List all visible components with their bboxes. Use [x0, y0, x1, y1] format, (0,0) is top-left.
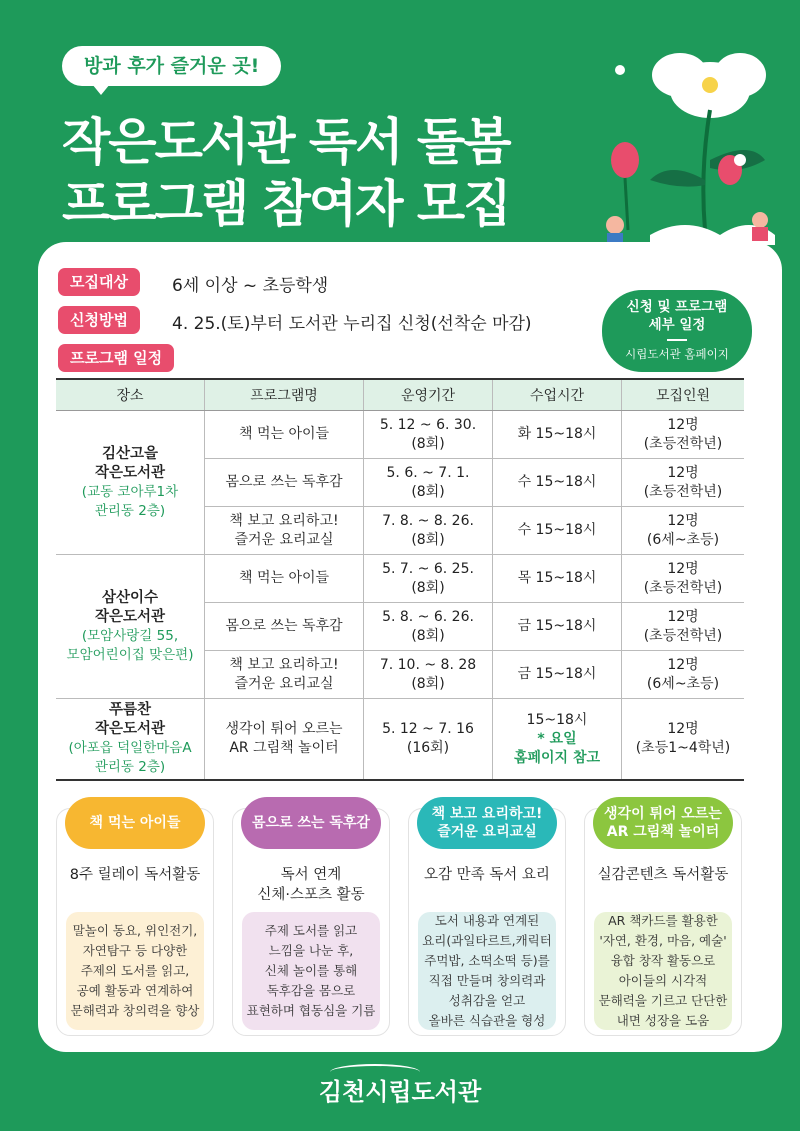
class-time: 목 15~18시 — [517, 570, 597, 586]
program-name: 생각이 튀어 오르는 — [225, 721, 343, 737]
program-card-heading — [409, 865, 565, 885]
eligibility: (초등전학년) — [643, 579, 723, 596]
program-card-description — [594, 912, 732, 1030]
time-cell — [493, 507, 622, 555]
program-card-label — [593, 797, 733, 849]
program-card-description-line: 올바른 식습관을 형성 — [428, 1013, 546, 1028]
time-cell — [493, 459, 622, 507]
program-card-description-line: 공예 활동과 연계하여 — [76, 983, 194, 998]
schedule-box-subtitle: 시립도서관 홈페이지 — [625, 347, 729, 361]
time-cell — [493, 699, 622, 781]
period: 5. 7. ~ 6. 25. — [382, 560, 474, 577]
period: 5. 12 ~ 7. 16 — [382, 721, 474, 737]
session-count: (8회) — [411, 531, 445, 548]
class-time: 수 15~18시 — [517, 474, 597, 490]
eligibility: (초등전학년) — [643, 483, 723, 500]
capacity: 12명 — [667, 464, 699, 481]
program-name: 즐거운 요리교실 — [234, 531, 334, 548]
eligibility: (6세~초등) — [646, 675, 720, 692]
table-header-row — [56, 379, 744, 411]
capacity: 12명 — [667, 608, 699, 625]
program-card-description-line: 문해력을 기르고 단단한 — [598, 993, 728, 1008]
program-name: 즐거운 요리교실 — [234, 675, 334, 692]
program-card-label-text: 생각이 튀어 오르는 — [604, 806, 722, 822]
class-time: 수 15~18시 — [517, 522, 597, 538]
location-address: 관리동 2층) — [94, 759, 166, 775]
class-time: 금 15~18시 — [517, 666, 597, 682]
location-address: 관리동 2층) — [94, 502, 166, 519]
program-cell — [205, 507, 364, 555]
capacity: 12명 — [667, 656, 699, 673]
header-time: 수업시간 — [493, 379, 622, 411]
eligibility: (초등1~4학년) — [635, 740, 731, 756]
time-cell — [493, 555, 622, 603]
header-badge: 방과 후가 즐거운 곳! — [62, 46, 281, 86]
table-row — [56, 411, 744, 459]
program-card-description-line: 느낌을 나눈 후, — [268, 943, 354, 958]
program-name: 책 보고 요리하고! — [229, 656, 339, 673]
session-count: (8회) — [411, 675, 445, 692]
program-name: 몸으로 쓰는 독후감 — [225, 618, 343, 634]
schedule-table — [56, 378, 744, 781]
session-count: (8회) — [411, 579, 445, 596]
method-value: 4. 25.(토)부터 도서관 누리집 신청(선착순 마감) — [172, 314, 532, 334]
location-cell — [56, 699, 205, 781]
program-card-label-text: 책 보고 요리하고! — [431, 806, 543, 822]
period-cell — [364, 411, 493, 459]
program-name: 책 보고 요리하고! — [229, 512, 339, 529]
flower-book-illustration — [590, 30, 780, 250]
capacity: 12명 — [667, 560, 699, 577]
location-cell — [56, 555, 205, 699]
period: 5. 12 ~ 6. 30. — [379, 416, 477, 433]
program-card-description-line: 아이들의 시각적 — [618, 973, 708, 988]
period-cell — [364, 507, 493, 555]
schedule-info-box — [602, 290, 752, 372]
program-card-description-line: 자연탐구 등 다양한 — [82, 943, 188, 958]
schedule-tag: 프로그램 일정 — [58, 344, 174, 372]
program-name: AR 그림책 놀이터 — [229, 740, 339, 756]
time-cell — [493, 651, 622, 699]
program-card-label-text: 몸으로 쓰는 독후감 — [252, 815, 370, 831]
program-card-description-line: 융합 창작 활동으로 — [610, 953, 716, 968]
program-card-description-line: 도서 내용과 연계된 — [434, 913, 540, 928]
location-address: (아포읍 덕일한마음A — [68, 740, 192, 756]
table-row — [56, 555, 744, 603]
capacity: 12명 — [667, 721, 699, 737]
program-card-description-line: 문해력과 창의력을 향상 — [70, 1003, 200, 1018]
day-note: 홈페이지 참고 — [513, 749, 601, 766]
program-card-description-line: 내면 성장을 도움 — [616, 1013, 710, 1028]
table-row — [56, 699, 744, 781]
location-cell — [56, 411, 205, 555]
period: 5. 6. ~ 7. 1. — [386, 464, 470, 481]
program-cell — [205, 603, 364, 651]
day-note: * 요일 — [537, 730, 577, 747]
program-card-label — [241, 797, 381, 849]
program-card-description-line: 성취감을 얻고 — [448, 993, 526, 1008]
program-card-description — [66, 912, 204, 1030]
program-card-description-line: 독후감을 몸으로 — [266, 983, 356, 998]
program-card-description-line: AR 책카드를 활용한 — [608, 913, 718, 928]
period-cell — [364, 555, 493, 603]
schedule-box-divider — [667, 339, 687, 341]
period-cell — [364, 603, 493, 651]
class-time: 15~18시 — [526, 711, 588, 728]
program-card — [584, 808, 742, 1036]
program-name: 몸으로 쓰는 독후감 — [225, 474, 343, 490]
program-card-heading-text: 실감콘텐츠 독서활동 — [597, 867, 729, 883]
target-value: 6세 이상 ~ 초등학생 — [172, 276, 329, 296]
program-card-description — [418, 912, 556, 1030]
program-card-label — [417, 797, 557, 849]
capacity: 12명 — [667, 512, 699, 529]
program-card-description-line: 말놀이 동요, 위인전기, — [72, 923, 198, 938]
program-cell — [205, 699, 364, 781]
session-count: (8회) — [411, 483, 445, 500]
eligibility: (6세~초등) — [646, 531, 720, 548]
header-location: 장소 — [56, 379, 205, 411]
program-card-label-text: AR 그림책 놀이터 — [606, 824, 720, 840]
program-card-description-line: 직접 만들며 창의력과 — [428, 973, 546, 988]
program-card-description-line: 표현하며 협동심을 기름 — [246, 1003, 376, 1018]
location-name: 작은도서관 — [94, 608, 166, 625]
session-count: (16회) — [406, 740, 450, 756]
program-card-heading — [585, 865, 741, 885]
period-cell — [364, 699, 493, 781]
footer-logo: 김천시립도서관 — [318, 1078, 482, 1106]
program-name: 책 먹는 아이들 — [238, 570, 330, 586]
program-card-heading-text: 독서 연계 — [280, 867, 342, 883]
program-card-label-text: 책 먹는 아이들 — [89, 815, 181, 831]
location-name: 작은도서관 — [94, 721, 166, 737]
program-card-heading-text: 오감 만족 독서 요리 — [424, 867, 550, 883]
schedule-box-title-line1: 신청 및 프로그램 — [626, 299, 728, 315]
location-name: 김산고을 — [101, 445, 159, 462]
program-card — [408, 808, 566, 1036]
capacity-cell — [622, 603, 745, 651]
class-time: 화 15~18시 — [517, 426, 597, 442]
program-card-label-text: 즐거운 요리교실 — [437, 824, 537, 840]
program-card — [232, 808, 390, 1036]
session-count: (8회) — [411, 435, 445, 452]
method-tag: 신청방법 — [58, 306, 140, 334]
capacity-cell — [622, 555, 745, 603]
session-count: (8회) — [411, 627, 445, 644]
capacity-cell — [622, 459, 745, 507]
program-card-description — [242, 912, 380, 1030]
header-period: 운영기간 — [364, 379, 493, 411]
location-address: (교동 코아루1차 — [81, 483, 179, 500]
header-program: 프로그램명 — [205, 379, 364, 411]
target-tag: 모집대상 — [58, 268, 140, 296]
capacity-cell — [622, 411, 745, 459]
program-card-description-line: 주제의 도서를 읽고, — [80, 963, 190, 978]
location-address: (모암사랑길 55, — [81, 627, 179, 644]
class-time: 금 15~18시 — [517, 618, 597, 634]
program-card-description-line: 신체 놀이를 통해 — [264, 963, 358, 978]
location-name: 푸름찬 — [108, 702, 152, 718]
program-card-heading — [57, 865, 213, 885]
program-card-description-line: 주제 도서를 읽고 — [264, 923, 358, 938]
location-name: 삼산이수 — [101, 589, 159, 606]
program-card-description-line: 요리(과일타르트,캐릭터 — [422, 933, 552, 948]
program-card-heading-text: 8주 릴레이 독서활동 — [69, 867, 201, 883]
schedule-box-title-line2: 세부 일정 — [648, 317, 706, 333]
eligibility: (초등전학년) — [643, 627, 723, 644]
period: 7. 10. ~ 8. 28 — [379, 656, 477, 673]
header-capacity: 모집인원 — [622, 379, 745, 411]
period: 7. 8. ~ 8. 26. — [382, 512, 474, 529]
program-card-heading-text: 신체·스포츠 활동 — [257, 887, 365, 903]
program-name: 책 먹는 아이들 — [238, 426, 330, 442]
program-card-description-line: 주먹밥, 소떡소떡 등)를 — [424, 953, 550, 968]
location-name: 작은도서관 — [94, 464, 166, 481]
program-card — [56, 808, 214, 1036]
program-cell — [205, 555, 364, 603]
program-card-heading — [233, 865, 389, 905]
time-cell — [493, 411, 622, 459]
page-title-line2: 프로그램 참여자 모집 — [62, 175, 510, 233]
eligibility: (초등전학년) — [643, 435, 723, 452]
capacity-cell — [622, 699, 745, 781]
time-cell — [493, 603, 622, 651]
program-card-label — [65, 797, 205, 849]
period-cell — [364, 651, 493, 699]
program-cell — [205, 651, 364, 699]
capacity: 12명 — [667, 416, 699, 433]
period: 5. 8. ~ 6. 26. — [382, 608, 474, 625]
program-cell — [205, 459, 364, 507]
location-address: 모암어린이집 맞은편) — [66, 646, 194, 663]
period-cell — [364, 459, 493, 507]
page-title-line1: 작은도서관 독서 돌봄 — [62, 113, 510, 171]
capacity-cell — [622, 507, 745, 555]
program-card-description-line: '자연, 환경, 마음, 예술' — [599, 933, 727, 948]
capacity-cell — [622, 651, 745, 699]
program-cell — [205, 411, 364, 459]
